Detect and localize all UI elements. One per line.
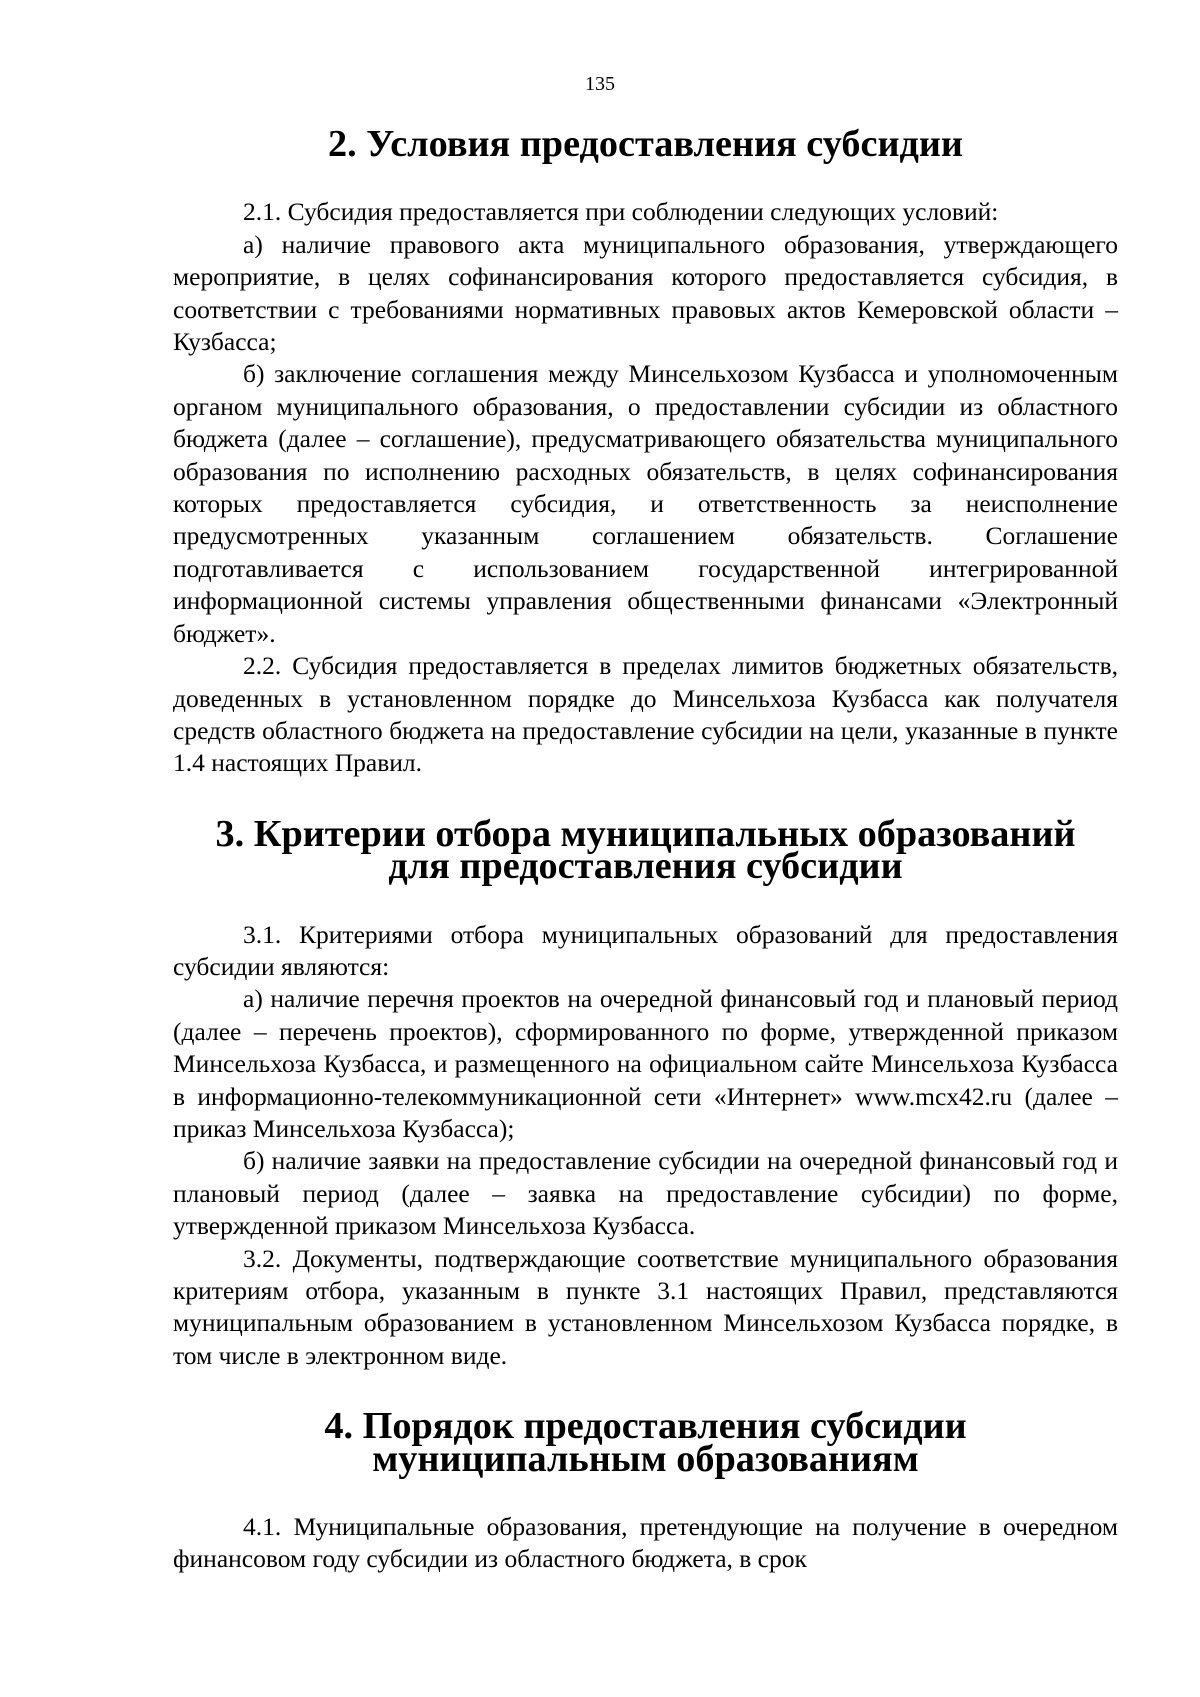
paragraph: 4.1. Муниципальные образования, претендующие на получение в очередном финансовом году субсидии из областного бюджета, в срок (173, 1512, 1118, 1574)
paragraph: 3.2. Документы, подтверждающие соответствие муниципального образования критериям отбора, указанным в пункте 3.1 настоящих Правил, представляются муниципальным образованием в установленном Минсельхозом Кузбасса порядке, в том числе в электронном виде. (173, 1243, 1118, 1370)
section-heading-line: 4. Порядок предоставления субсидии (324, 1405, 967, 1448)
paragraph: 3.1. Критериями отбора муниципальных образований для предоставления субсидии являются: (173, 919, 1118, 981)
section-heading (173, 812, 1118, 888)
section-heading-line: муниципальным образованиям (372, 1437, 919, 1480)
section-heading (173, 1405, 1118, 1480)
paragraph: 2.2. Субсидия предоставляется в пределах лимитов бюджетных обязательств, доведенных в установленном порядке до Минсельхоза Кузбасса как получателя средств областного бюджета на предоставление субсидии на цели, указанные в пункте 1.4 настоящих Правил. (173, 651, 1118, 778)
paragraph: б) заключение соглашения между Минсельхозом Кузбасса и уполномоченным органом муниципального образования, о предоставлении субсидии из областного бюджета (далее – соглашение), предусматривающего обязательства муниципального образования по исполнению расходных обязательств, в целях софинансирования которых предоставляется субсидия, и ответственность за неисполнение предусмотренных указанным соглашением обязательств. Соглашение подготавливается с использованием государственной интегрированной информационной системы управления общественными финансами «Электронный бюджет». (173, 359, 1118, 648)
section-heading-line: 2. Условия предоставления субсидии (328, 123, 963, 165)
section-heading-line: для предоставления субсидии (388, 845, 903, 888)
section-heading-line: 3. Критерии отбора муниципальных образований (215, 812, 1076, 855)
document-body (173, 123, 1118, 1576)
page-number: 135 (585, 73, 615, 95)
paragraph: 2.1. Субсидия предоставляется при соблюдении следующих условий: (243, 197, 999, 227)
section-heading (173, 123, 1118, 165)
paragraph: а) наличие перечня проектов на очередной финансовый год и плановый период (далее – перечень проектов), сформированного по форме, утвержденной приказом Минсельхоза Кузбасса, и размещенного на официальном сайте Минсельхоза Кузбасса в информационно-телекоммуникационной сети «Интернет» www.mcx42.ru (далее – приказ Минсельхоза Кузбасса); (173, 984, 1118, 1143)
paragraph: б) наличие заявки на предоставление субсидии на очередной финансовый год и плановый период (далее – заявка на предоставление субсидии) по форме, утвержденной приказом Минсельхоза Кузбасса. (173, 1146, 1118, 1241)
paragraph: а) наличие правового акта муниципального образования, утверждающего мероприятие, в целях софинансирования которого предоставляется субсидия, в соответствии с требованиями нормативных правовых актов Кемеровской области – Кузбасса; (173, 229, 1118, 357)
